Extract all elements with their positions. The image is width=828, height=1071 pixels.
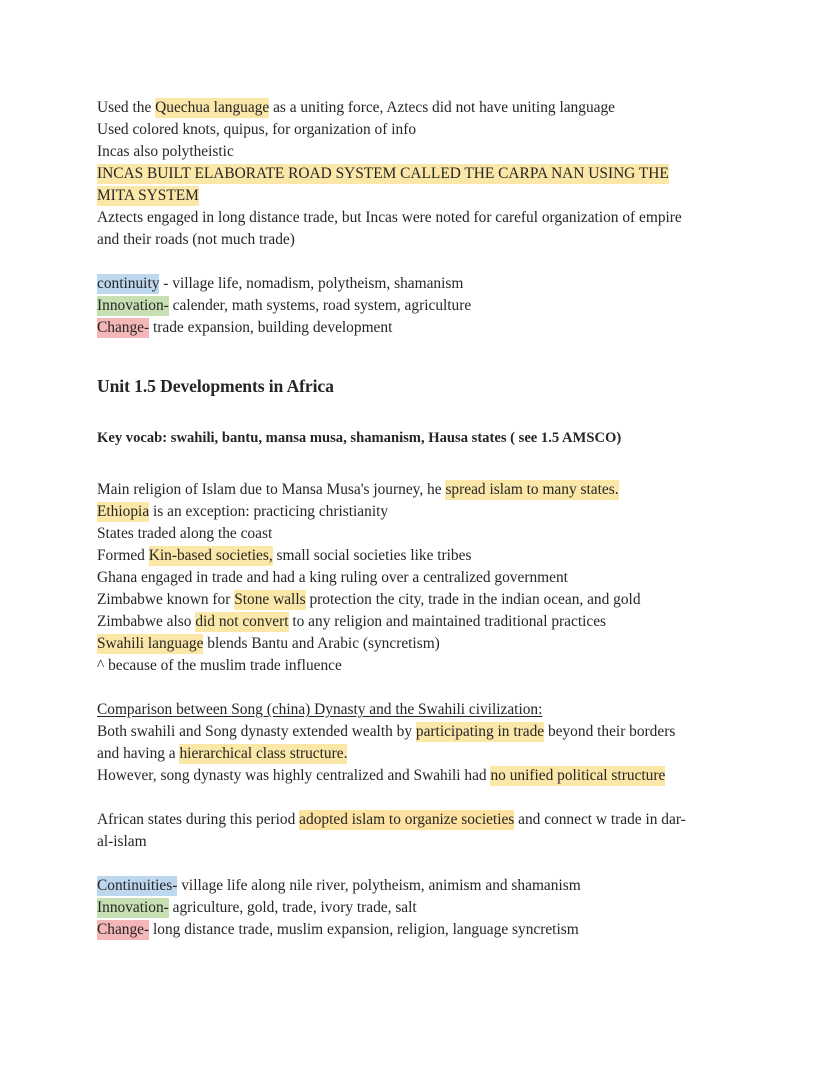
note-line-muslim-trade-influence: ^ because of the muslim trade influence [97,657,342,674]
note-text-post: to any religion and maintained traditional practices [288,613,607,630]
highlight-stone-walls: Stone walls [234,591,306,608]
ccot-innovation-line [97,295,700,317]
highlight-innovation: Innovation- [97,297,169,314]
note-line-quipus: Used colored knots, quipus, for organization of info [97,121,417,138]
note-line-ethiopia [97,501,700,523]
note-text-post: as a uniting force, Aztecs did not have uniting language [269,99,615,116]
spacer [97,251,700,273]
highlight-ethiopia: Ethiopia [97,503,150,520]
note-line-coast-trade: States traded along the coast [97,525,273,542]
highlight-change: Change- [97,921,150,938]
highlight-innovation: Innovation- [97,899,169,916]
ccot-innovation-line [97,897,700,919]
highlight-continuity: continuity [97,275,160,292]
spacer [97,397,700,427]
highlight-continuities: Continuities- [97,877,178,894]
note-line-zimbabwe-convert [97,611,700,633]
ccot-continuity-text: - village life, nomadism, polytheism, shamanism [159,275,464,292]
key-vocab-line: Key vocab: swahili, bantu, mansa musa, shamanism, Hausa states ( see 1.5 AMSCO) [97,430,622,446]
spacer [97,677,700,699]
comparison-similarity-paragraph [97,721,700,765]
note-line-aztec-trade: Aztects engaged in long distance trade, but Incas were noted for careful organization of empire and their roads (not much trade) [97,209,682,248]
highlight-kin-based-societies: Kin-based societies, [148,547,273,564]
ccot-continuity-line [97,273,700,295]
highlight-no-unified-political-structure: no unified political structure [490,767,666,784]
ccot-innovation-text: agriculture, gold, trade, ivory trade, salt [168,899,417,916]
comparison-heading: Comparison between Song (china) Dynasty and the Swahili civilization: [97,701,543,718]
highlight-adopted-islam: adopted islam to organize societies [299,811,515,828]
comparison-text-pre: Both swahili and Song dynasty extended wealth by [97,723,416,740]
africa-notes-block [97,479,700,677]
highlight-participating-in-trade: participating in trade [415,723,545,740]
incas-ccot-block [97,273,700,339]
note-text-post: small social societies like tribes [272,547,472,564]
ccot-continuities-text: village life along nile river, polytheism, animism and shamanism [177,877,581,894]
comparison-difference-paragraph [97,765,700,787]
incas-notes-block [97,97,700,251]
african-states-text-pre: African states during this period [97,811,300,828]
comparison-block [97,699,700,787]
note-text-pre: Zimbabwe also [97,613,196,630]
comparison-text-mid: beyond their borders and having a [97,723,676,762]
highlight-spread-islam: spread islam to many states. [445,481,619,498]
note-text-post: is an exception: practicing christianity [149,503,389,520]
unit-heading-africa: Unit 1.5 Developments in Africa [97,376,334,396]
note-line-kin-based [97,545,700,567]
note-line-quechua [97,97,700,119]
ccot-innovation-text: calender, math systems, road system, agriculture [168,297,472,314]
note-text-post: protection the city, trade in the indian ocean, and gold [305,591,641,608]
note-line-zimbabwe-walls [97,589,700,611]
spacer [97,853,700,875]
ccot-continuities-line [97,875,700,897]
note-text-pre: Main religion of Islam due to Mansa Musa's journey, he [97,481,446,498]
note-line-swahili-language [97,633,700,655]
note-line-ghana: Ghana engaged in trade and had a king ruling over a centralized government [97,569,568,586]
ccot-change-line [97,919,700,941]
highlight-inca-road-system: INCAS BUILT ELABORATE ROAD SYSTEM CALLED THE CARPA NAN USING THE MITA SYSTEM [97,165,669,204]
note-text-pre: Zimbabwe known for [97,591,235,608]
note-text-pre: Used the [97,99,156,116]
note-text-pre: Formed [97,547,149,564]
ccot-change-line [97,317,700,339]
african-states-paragraph [97,809,700,853]
highlight-did-not-convert: did not convert [195,613,289,630]
highlight-swahili-language: Swahili language [97,635,204,652]
highlight-hierarchical-class-structure: hierarchical class structure. [179,745,348,762]
note-line-mansa-musa [97,479,700,501]
ccot-change-text: long distance trade, muslim expansion, religion, language syncretism [149,921,579,938]
comparison-text-pre: However, song dynasty was highly centralized and Swahili had [97,767,491,784]
highlight-change: Change- [97,319,150,336]
african-states-text-post: and connect w trade in dar-al-islam [97,811,686,850]
spacer [97,787,700,809]
spacer [97,449,700,479]
highlight-quechua-language: Quechua language [155,99,270,116]
ccot-change-text: trade expansion, building development [149,319,393,336]
spacer [97,339,700,375]
note-text-post: blends Bantu and Arabic (syncretism) [203,635,440,652]
document-body [97,97,700,941]
africa-ccot-block [97,875,700,941]
note-line-road-system [97,163,700,207]
note-line-polytheistic: Incas also polytheistic [97,143,234,160]
